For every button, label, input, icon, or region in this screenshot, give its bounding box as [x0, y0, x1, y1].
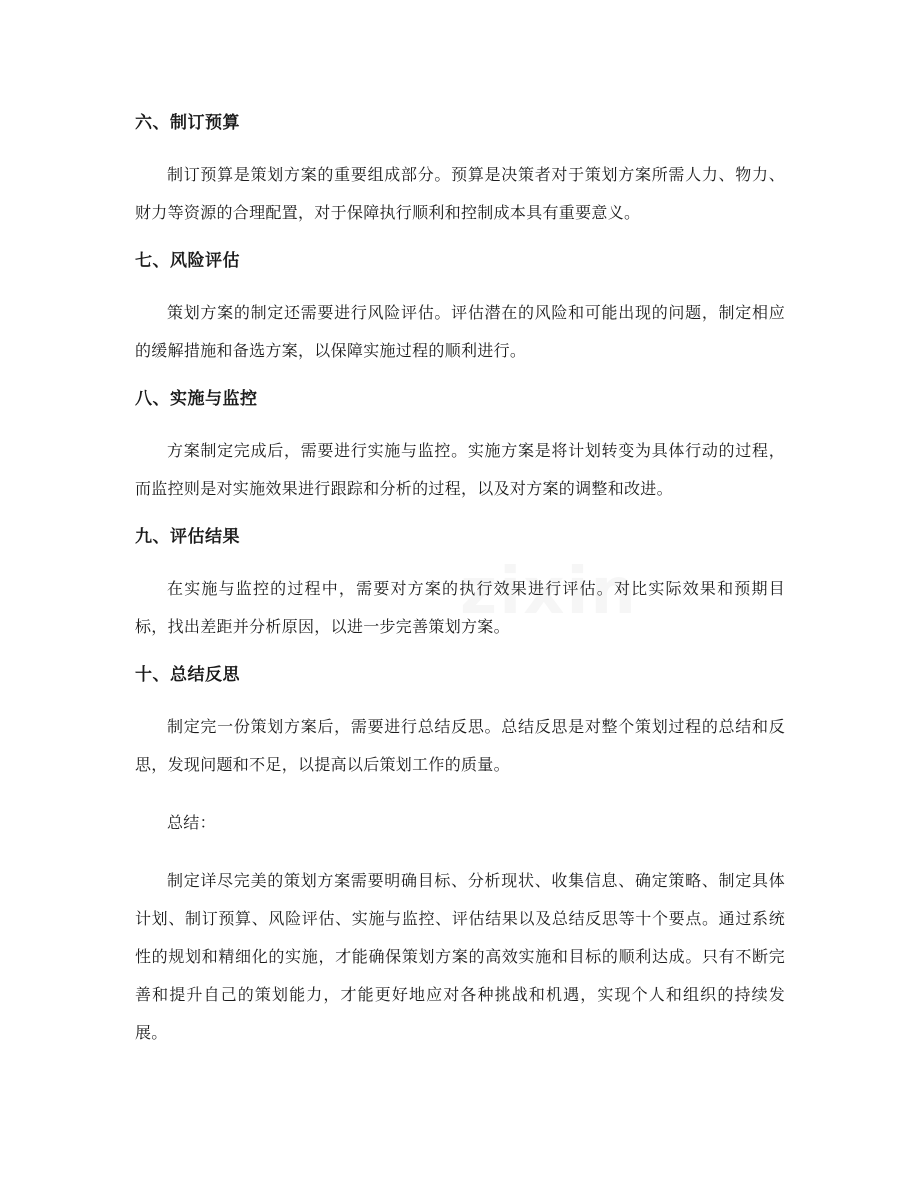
- summary-label: 总结：: [167, 813, 216, 832]
- section-body-risk: 策划方案的制定还需要进行风险评估。评估潜在的风险和可能出现的问题，制定相应的缓解措施和备选方案，以保障实施过程的顺利进行。: [135, 303, 785, 360]
- section-title-reflection: 十、总结反思: [135, 665, 240, 685]
- document-page: [135, 104, 785, 1052]
- summary-body: 制定详尽完美的策划方案需要明确目标、分析现状、收集信息、确定策略、制定具体计划、制订预算、风险评估、实施与监控、评估结果以及总结反思等十个要点。通过系统性的规划和精细化的实施，才能确保策划方案的高效实施和目标的顺利达成。只有不断完善和提升自己的策划能力，才能更好地应对各种挑战和机遇，实现个人和组织的持续发展。: [135, 871, 785, 1042]
- section-title-budget: 六、制订预算: [135, 113, 240, 133]
- section-body-reflection: 制定完一份策划方案后，需要进行总结反思。总结反思是对整个策划过程的总结和反思，发现问题和不足，以提高以后策划工作的质量。: [135, 717, 785, 774]
- section-title-risk: 七、风险评估: [135, 251, 240, 271]
- section-body-evaluation: 在实施与监控的过程中，需要对方案的执行效果进行评估。对比实际效果和预期目标，找出差距并分析原因，以进一步完善策划方案。: [135, 579, 785, 636]
- section-title-implementation: 八、实施与监控: [135, 389, 258, 409]
- section-body-implementation: 方案制定完成后，需要进行实施与监控。实施方案是将计划转变为具体行动的过程，而监控则是对实施效果进行跟踪和分析的过程，以及对方案的调整和改进。: [135, 441, 785, 498]
- section-title-evaluation: 九、评估结果: [135, 527, 240, 547]
- section-body-budget: 制订预算是策划方案的重要组成部分。预算是决策者对于策划方案所需人力、物力、财力等资源的合理配置，对于保障执行顺利和控制成本具有重要意义。: [135, 165, 785, 222]
